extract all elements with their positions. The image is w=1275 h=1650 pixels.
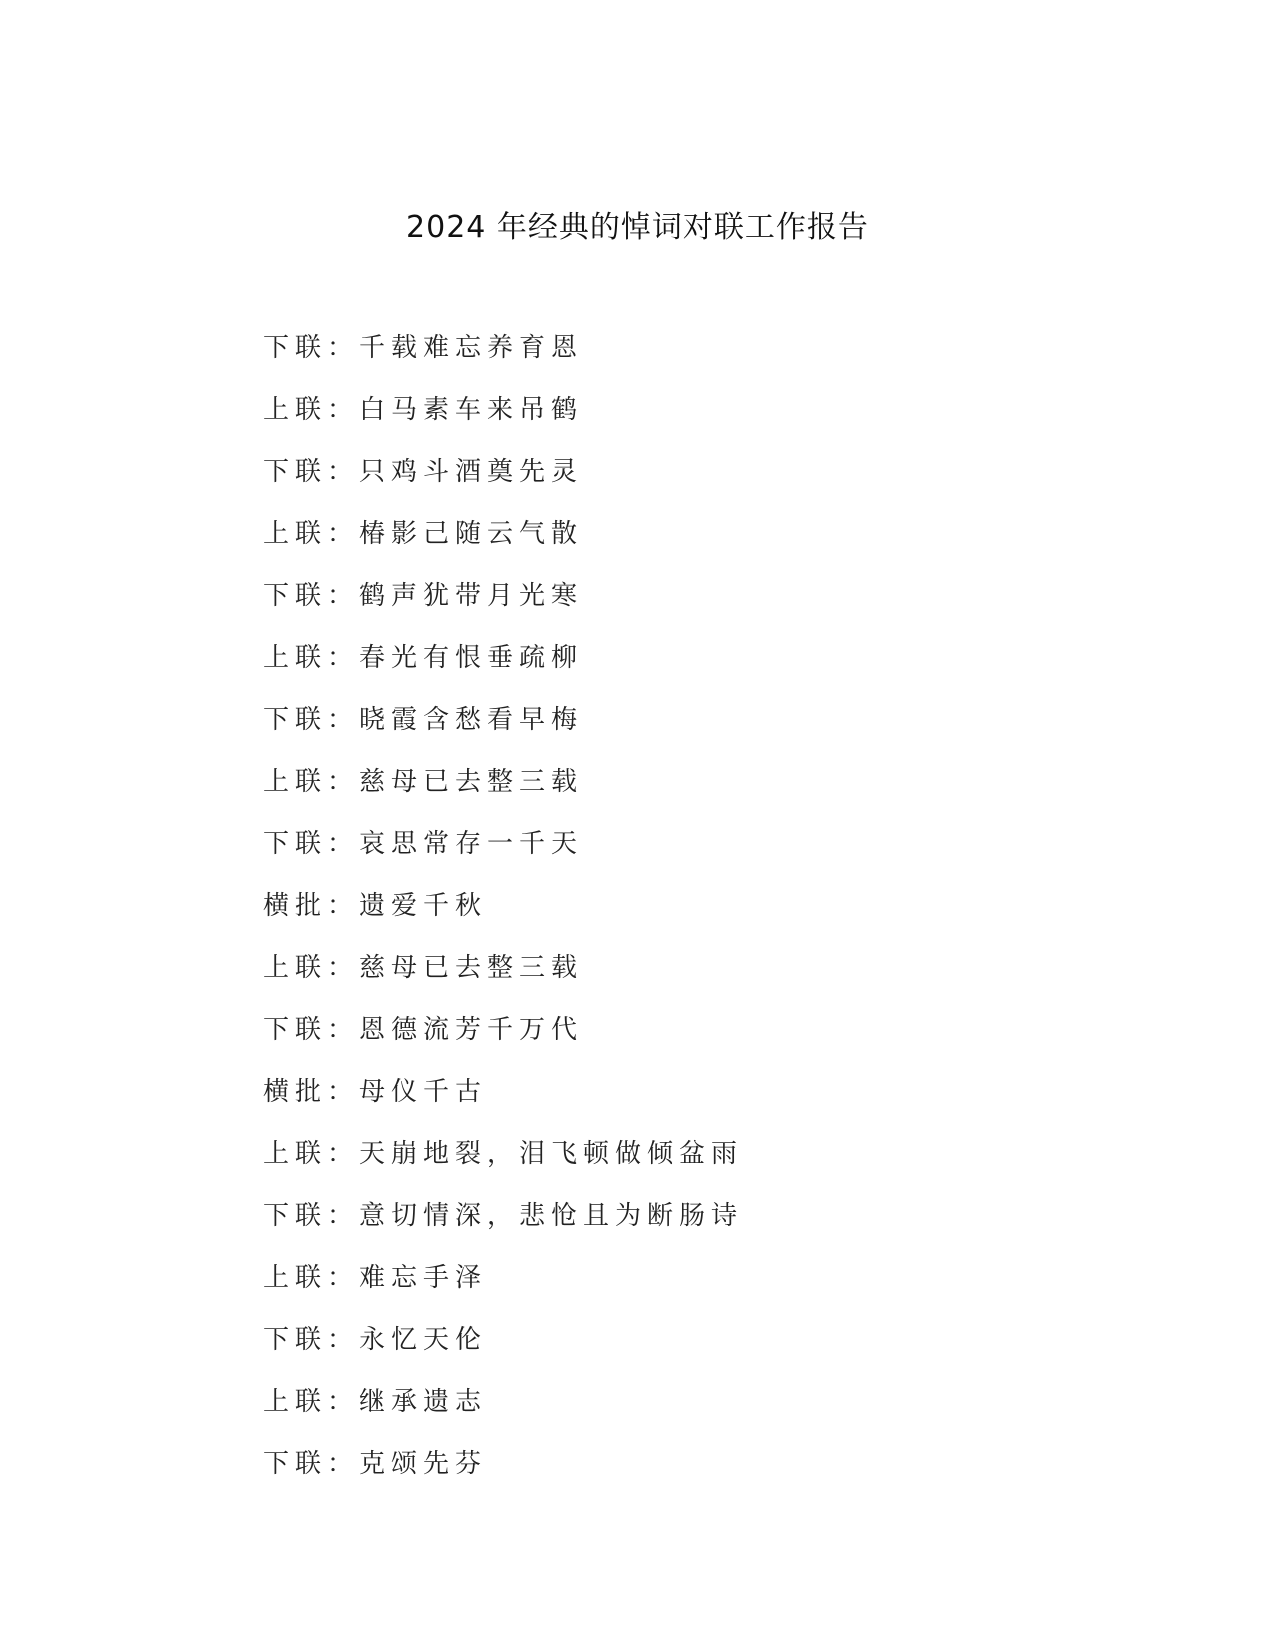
couplet-line: 下联：克颂先芬	[263, 1449, 488, 1479]
couplet-line: 横批：母仪千古	[263, 1077, 488, 1107]
couplet-line: 上联：白马素车来吊鹤	[263, 395, 584, 425]
document-title: 2024 年经典的悼词对联工作报告	[406, 210, 869, 245]
couplet-line: 上联：椿影己随云气散	[263, 519, 584, 549]
couplet-line: 下联：鹤声犹带月光寒	[263, 581, 584, 611]
couplet-line: 下联：恩德流芳千万代	[263, 1015, 584, 1045]
couplet-line: 上联：春光有恨垂疏柳	[263, 643, 584, 673]
couplet-line: 上联：继承遗志	[263, 1387, 488, 1417]
couplet-line: 下联：只鸡斗酒奠先灵	[263, 457, 584, 487]
couplet-line: 上联：慈母已去整三载	[263, 767, 584, 797]
couplet-line: 横批：遗爱千秋	[263, 891, 488, 921]
couplet-line: 下联：晓霞含愁看早梅	[263, 705, 584, 735]
couplet-line: 下联：意切情深，悲怆且为断肠诗	[263, 1201, 744, 1231]
couplet-line: 下联：永忆天伦	[263, 1325, 488, 1355]
couplet-line: 下联：千载难忘养育恩	[263, 333, 584, 363]
couplet-line: 上联：难忘手泽	[263, 1263, 488, 1293]
couplet-line: 上联：慈母已去整三载	[263, 953, 584, 983]
couplet-line: 上联：天崩地裂，泪飞顿做倾盆雨	[263, 1139, 744, 1169]
couplet-list	[263, 330, 743, 1508]
couplet-line: 下联：哀思常存一千天	[263, 829, 584, 859]
